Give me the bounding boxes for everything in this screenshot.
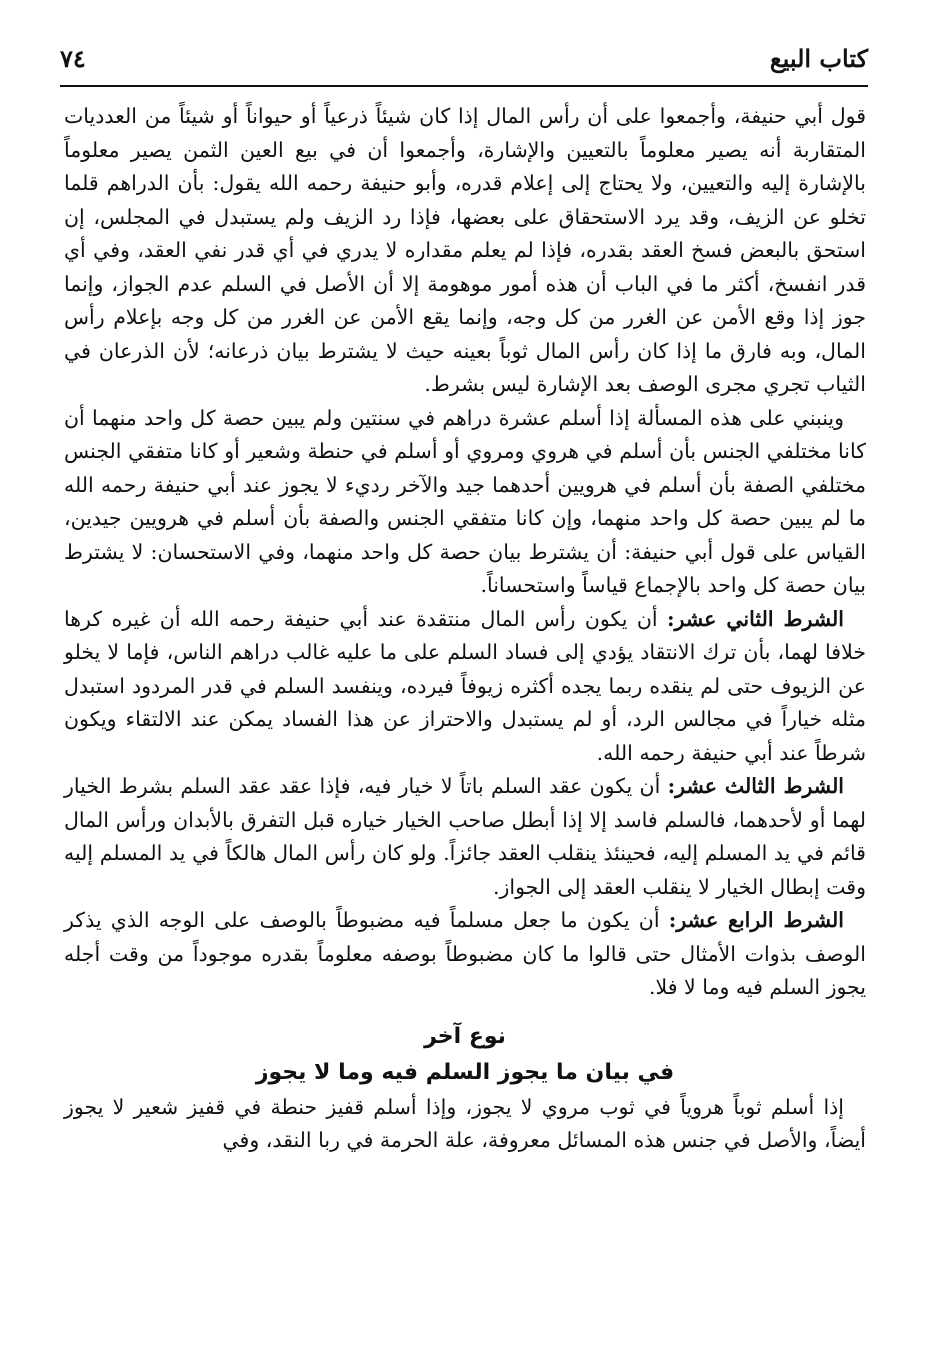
condition-term: الشرط الثاني عشر:	[666, 606, 844, 631]
section-heading: نوع آخر	[424, 1023, 506, 1049]
paragraph-condition-13	[64, 770, 866, 904]
paragraph-2	[64, 402, 866, 603]
condition-term: الشرط الرابع عشر:	[668, 908, 844, 932]
condition-term: الشرط الثالث عشر:	[667, 774, 845, 798]
running-header	[60, 44, 868, 74]
paragraph-text: أن يكون رأس المال منتقدة عند أبي حنيفة رحمه الله أن غيره كرها خلافا لهما، بأن ترك الانتقاد يؤدي إلى فساد السلم على ما عليه غالب دراهم الناس، فإما لا يخلو عن الزيوف حتى لم ينقده ربما يجده أكثره زيوفاً فيرده، وينفسد السلم في قدر المردود استبدل مثله خياراً في مجالس الرد، أو لم يستبدل والاحتراز عن هذا الفساد يمكن عند الالتقاء ويكون شرطاً عند أبي حنيفة رحمه الله.	[64, 606, 866, 765]
paragraph-text: أن يكون ما جعل مسلماً فيه مضبوطاً بالوصف على الوجه الذي يذكر الوصف بذوات الأمثال حتى قالوا ما كان مضبوطاً بوصفه معلوماً بقدره موجوداً من وقت أجله يجوز السلم فيه وما لا فلا.	[64, 908, 866, 999]
paragraph-final	[64, 1091, 866, 1158]
paragraph-condition-12	[64, 603, 866, 771]
page-body	[64, 100, 866, 1158]
paragraph-condition-14	[64, 904, 866, 1005]
page-number: ٧٤	[60, 44, 86, 73]
section-subheading: في بيان ما يجوز السلم فيه وما لا يجوز	[255, 1059, 675, 1085]
book-title: كتاب البيع	[769, 44, 868, 73]
paragraph-text: أن يكون عقد السلم باتاً لا خيار فيه، فإذا عقد عقد السلم بشرط الخيار لهما أو لأحدهما، فالسلم فاسد إلا إذا أبطل صاحب الخيار خياره قبل التفرق بالأبدان ورأس المال قائم في يد المسلم إليه، فحينئذ ينقلب العقد جائزاً. ولو كان رأس المال هالكاً في يد المسلم إليه وقت إبطال الخيار لا ينقلب العقد إلى الجواز.	[64, 774, 866, 899]
header-rule	[60, 85, 868, 87]
paragraph-text: وينبني على هذه المسألة إذا أسلم عشرة دراهم في سنتين ولم يبين حصة كل واحد منهما أن كانا مختلفي الجنس بأن أسلم في هروي ومروي أو أسلم في حنطة وشعير أو كانا متفقي الجنس مختلفي الصفة بأن أسلم في هرويين أحدهما جيد والآخر رديء لا يجوز عند أبي حنيفة رحمه الله ما لم يبين حصة كل واحد منهما، وإن كانا متفقي الجنس والصفة بأن أسلم في هرويين جيدين، القياس على قول أبي حنيفة: أن يشترط بيان حصة كل واحد منهما، وفي الاستحسان: لا يشترط بيان حصة كل واحد بالإجماع قياساً واستحساناً.	[64, 405, 866, 597]
paragraph-text: إذا أسلم ثوباً هروياً في ثوب مروي لا يجوز، وإذا أسلم قفيز حنطة في قفيز شعير لا يجوز أيضاً، والأصل في جنس هذه المسائل معروفة، علة الحرمة في ربا النقد، وفي	[64, 1094, 866, 1152]
paragraph-1	[64, 100, 866, 402]
paragraph-text: قول أبي حنيفة، وأجمعوا على أن رأس المال إذا كان شيئاً ذرعياً أو حيواناً أو شيئاً من العدديات المتقاربة أنه يصير معلوماً بالتعيين والإشارة، وأجمعوا أن في بيع العين الثمن يصير معلوماً بالإشارة إليه والتعيين، ولا يحتاج إلى إعلام قدره، وأبو حنيفة رحمه الله يقول: بأن الدراهم قلما تخلو عن الزيف، وقد يرد الاستحقاق على بعضها، فإذا رد الزيف ولم يستبدل في المجلس، إن استحق بالبعض فسخ العقد بقدره، فإذا لم يعلم مقداره لا يدري في أي قدر نفي العقد، وفي أي قدر انفسخ، أكثر ما في الباب أن هذه أمور موهومة إلا أن الأصل في السلم عدم الجواز، وإنما جوز إذا وقع الأمن عن الغرر من كل وجه، وإنما يقع الأمن عن الغرر من كل وجه بإعلام رأس المال، وبه فارق ما إذا كان رأس المال ثوباً بعينه حيث لا يشترط بيان ذرعانه؛ لأن الذرعان في الثياب تجري مجرى الوصف بعد الإشارة ليس بشرط.	[64, 104, 866, 396]
